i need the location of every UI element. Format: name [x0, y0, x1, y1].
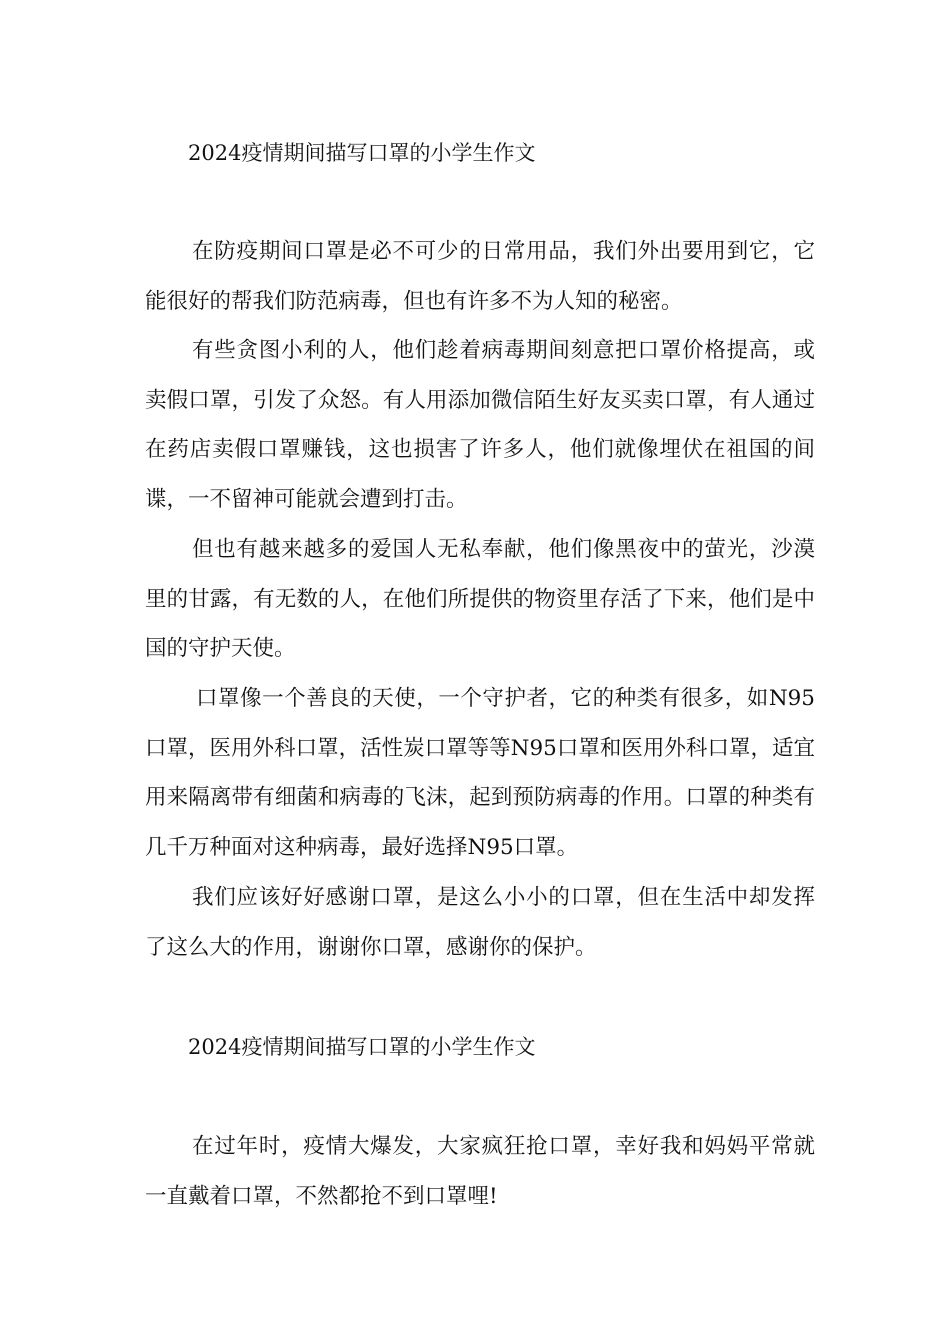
paragraph-2: 有些贪图小利的人，他们趁着病毒期间刻意把口罩价格提高，或卖假口罩，引发了众怒。有人用添加微信陌生好友买卖口罩，有人通过在药店卖假口罩赚钱，这也损害了许多人，他们就像埋伏在祖国的间谍，一不留神可能就会遭到打击。 [145, 338, 815, 512]
paragraph-3: 但也有越来越多的爱国人无私奉献，他们像黑夜中的萤光，沙漠里的甘露，有无数的人，在他们所提供的物资里存活了下来，他们是中国的守护天使。 [145, 537, 815, 661]
paragraph-5: 我们应该好好感谢口罩，是这么小小的口罩，但在生活中却发挥了这么大的作用，谢谢你口罩，感谢你的保护。 [145, 885, 815, 960]
paragraph-6: 在过年时，疫情大爆发，大家疯狂抢口罩，幸好我和妈妈平常就一直戴着口罩，不然都抢不到口罩哩! [145, 1134, 815, 1209]
essay-title-1: 2024疫情期间描写口罩的小学生作文 [188, 141, 536, 165]
essay-title-2: 2024疫情期间描写口罩的小学生作文 [188, 1035, 536, 1059]
paragraph-4: 口罩像一个善良的天使，一个守护者，它的种类有很多，如N95口罩，医用外科口罩，活性炭口罩等等N95口罩和医用外科口罩，适宜用来隔离带有细菌和病毒的飞沫，起到预防病毒的作用。口罩的种类有几千万种面对这种病毒，最好选择N95口罩。 [145, 686, 815, 860]
paragraph-1: 在防疫期间口罩是必不可少的日常用品，我们外出要用到它，它能很好的帮我们防范病毒，但也有许多不为人知的秘密。 [145, 239, 815, 314]
